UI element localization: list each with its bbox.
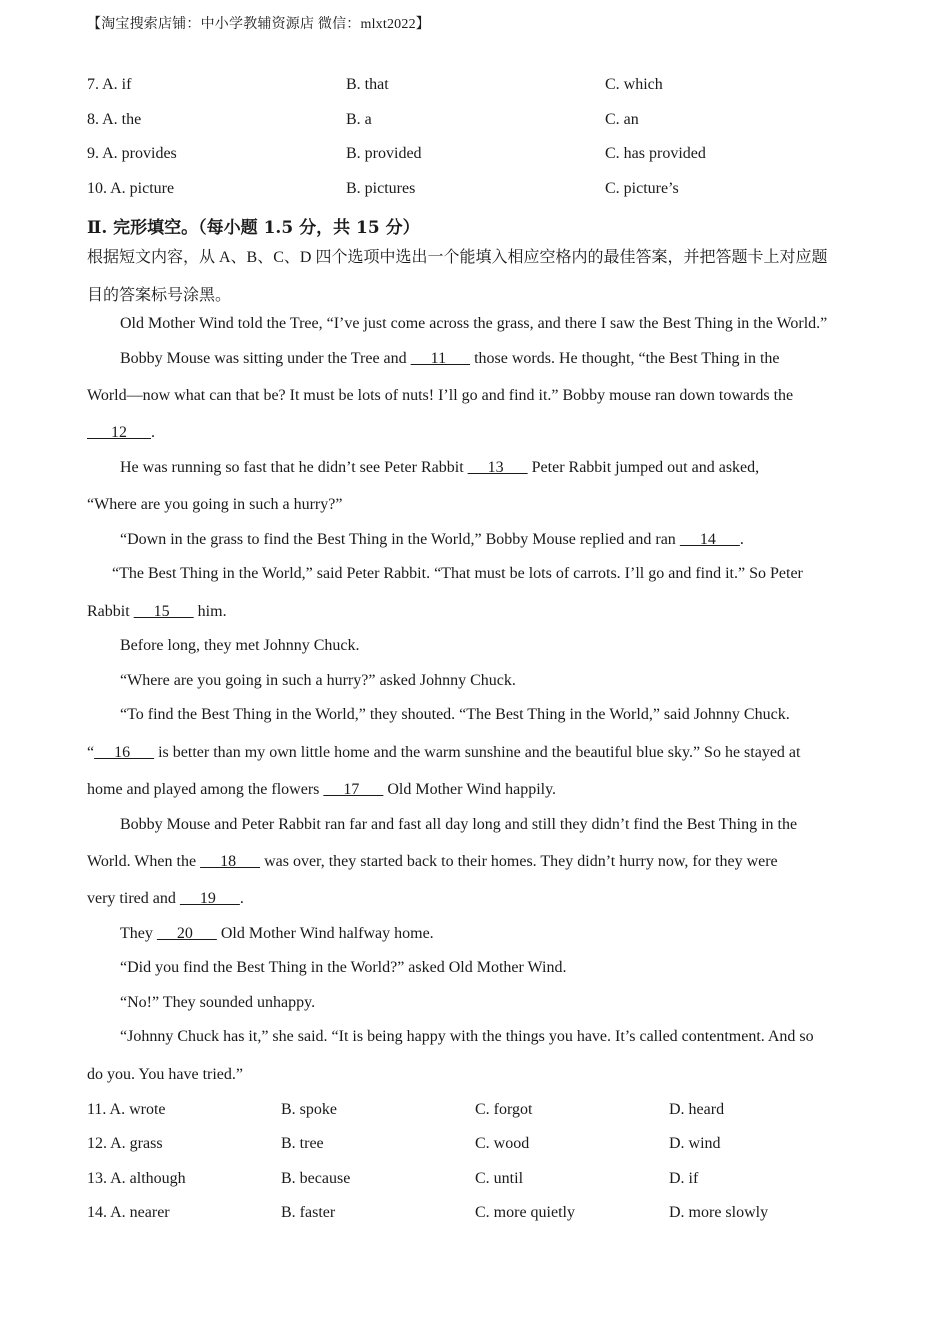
blank-12: 12 [87,424,151,441]
passage-line: “Where are you going in such a hurry?” [87,496,343,513]
blank-14: 14 [679,531,740,548]
passage-line: Before long, they met Johnny Chuck. [120,637,360,654]
passage-line: home and played among the flowers 17 Old Mother Wind happily. [87,781,557,798]
passage-line: “Did you find the Best Thing in the World?” asked Old Mother Wind. [120,959,567,976]
passage-line: “Where are you going in such a hurry?” asked Johnny Chuck. [120,672,516,689]
passage-line: Bobby Mouse and Peter Rabbit ran far and fast all day long and still they didn’t find the Best Thing in the [120,816,798,833]
blank-20: 20 [156,925,217,942]
section-instruction-line-1: 根据短文内容，从 A、B、C、D 四个选项中选出一个能填入相应空格内的最佳答案，并把答题卡上对应题 [87,249,828,266]
option-d: D. wind [669,1135,721,1152]
passage-line: “ 16 is better than my own little home and the warm sunshine and the beautiful blue sky.” So he stayed at [87,744,801,761]
option-a: 7. A. if [87,76,132,93]
passage-line: “To find the Best Thing in the World,” they shouted. “The Best Thing in the World,” said Johnny Chuck. [120,706,790,723]
section-title: Ⅱ. 完形填空。（每小题 1.5 分，共 15 分） [87,218,420,238]
option-d: D. more slowly [669,1204,769,1221]
option-a: 12. A. grass [87,1135,163,1152]
option-a: 10. A. picture [87,180,175,197]
option-a: 13. A. although [87,1170,186,1187]
option-b: B. provided [346,145,422,162]
passage-line: World—now what can that be? It must be lots of nuts! I’ll go and find it.” Bobby mouse ran down towards the [87,387,794,404]
blank-11: 11 [410,350,471,367]
option-b: B. pictures [346,180,416,197]
passage-line: Bobby Mouse was sitting under the Tree and 11 those words. He thought, “the Best Thing in the [120,350,780,367]
passage-line: “The Best Thing in the World,” said Peter Rabbit. “That must be lots of carrots. I’ll go and find it.” So Peter [112,565,803,582]
blank-17: 17 [323,781,384,798]
option-a: 14. A. nearer [87,1204,170,1221]
passage-line: “Johnny Chuck has it,” she said. “It is being happy with the things you have. It’s called contentment. And so [120,1028,814,1045]
option-c: C. has provided [605,145,706,162]
option-a: 9. A. provides [87,145,177,162]
page-header-watermark: 【淘宝搜索店铺：中小学教辅资源店 微信：mlxt2022】 [87,17,430,32]
option-b: B. spoke [281,1101,337,1118]
option-d: D. heard [669,1101,725,1118]
option-c: C. an [605,111,639,128]
passage-line: do you. You have tried.” [87,1066,243,1083]
blank-16: 16 [94,744,155,761]
passage-line: “No!” They sounded unhappy. [120,994,316,1011]
passage-line: 12 . [87,424,155,441]
passage-line: World. When the 18 was over, they started back to their homes. They didn’t hurry now, for they were [87,853,778,870]
option-c: C. wood [475,1135,530,1152]
option-a: 8. A. the [87,111,142,128]
option-b: B. faster [281,1204,336,1221]
blank-19: 19 [179,890,240,907]
option-d: D. if [669,1170,699,1187]
option-c: C. picture’s [605,180,679,197]
option-b: B. because [281,1170,351,1187]
option-c: C. forgot [475,1101,533,1118]
passage-line: He was running so fast that he didn’t see Peter Rabbit 13 Peter Rabbit jumped out and asked, [120,459,760,476]
passage-line: They 20 Old Mother Wind halfway home. [120,925,434,942]
passage-line: “Down in the grass to find the Best Thing in the World,” Bobby Mouse replied and ran 14 . [120,531,744,548]
option-c: C. more quietly [475,1204,575,1221]
section-instruction-line-2: 目的答案标号涂黑。 [87,287,232,304]
blank-18: 18 [200,853,261,870]
option-a: 11. A. wrote [87,1101,166,1118]
passage-line: Rabbit 15 him. [87,603,227,620]
option-b: B. that [346,76,389,93]
option-b: B. a [346,111,372,128]
passage-line: Old Mother Wind told the Tree, “I’ve just come across the grass, and there I saw the Best Thing in the World.” [120,315,828,332]
blank-13: 13 [467,459,528,476]
option-c: C. until [475,1170,524,1187]
option-c: C. which [605,76,663,93]
blank-15: 15 [133,603,194,620]
passage-line: very tired and 19 . [87,890,244,907]
option-b: B. tree [281,1135,324,1152]
